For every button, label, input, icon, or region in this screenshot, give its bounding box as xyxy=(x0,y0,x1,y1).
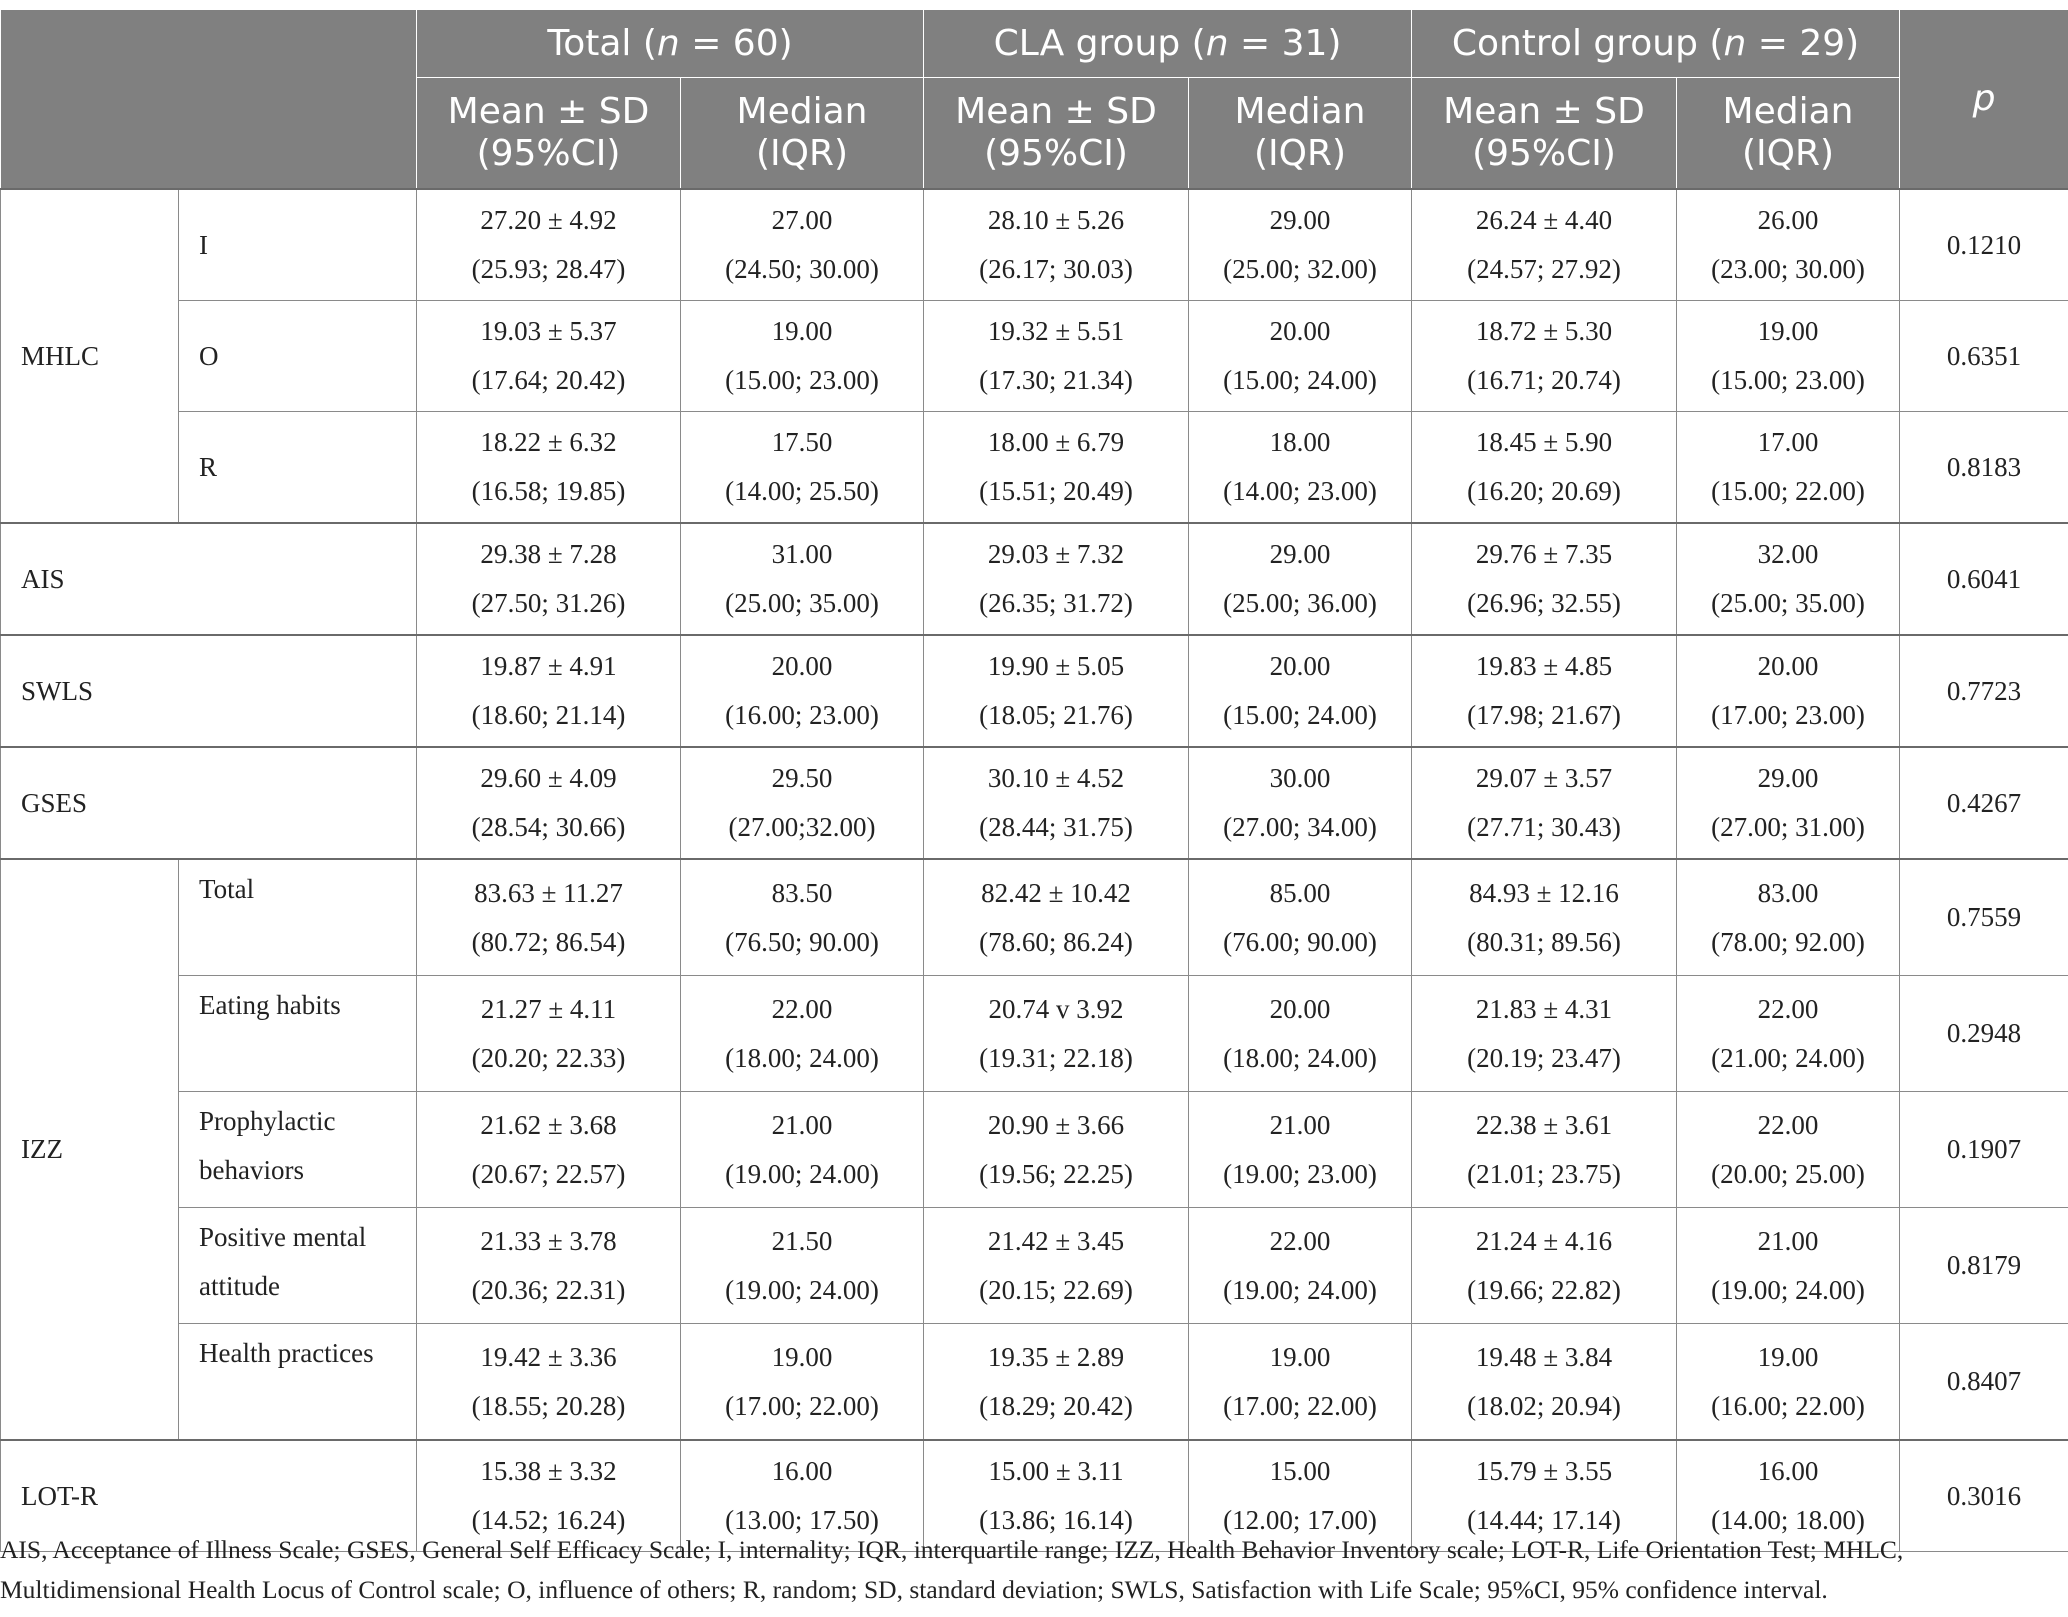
header-row-groups xyxy=(1,10,2068,78)
median-iqr-cell xyxy=(681,747,924,859)
cell-interval: (78.00; 92.00) xyxy=(1711,926,1865,957)
cell-value: 85.00 xyxy=(1269,877,1331,908)
row-group-label: LOT-R xyxy=(1,1440,417,1552)
cell-interval: (27.50; 31.26) xyxy=(471,588,626,618)
header-mean-sd: Mean ± SD (95%CI) xyxy=(1412,78,1677,190)
mean-sd-cell xyxy=(417,412,681,524)
cell-value: 20.00 xyxy=(1269,993,1331,1024)
p-value-cell: 0.6351 xyxy=(1900,301,2068,412)
row-sub-label: Health practices xyxy=(179,1324,417,1441)
cell-value: 29.60 ± 4.09 xyxy=(480,763,617,793)
median-iqr-cell xyxy=(1189,1092,1412,1208)
cell-interval: (13.00; 17.50) xyxy=(725,1505,879,1535)
cell-interval: (14.52; 16.24) xyxy=(471,1505,626,1535)
cell-value: 21.00 xyxy=(1269,1109,1331,1140)
mean-sd-cell xyxy=(417,1208,681,1324)
group-n: (n = 31) xyxy=(1191,22,1342,64)
table-row xyxy=(1,1324,2068,1441)
median-iqr-cell xyxy=(681,1324,924,1441)
p-value-cell: 0.7559 xyxy=(1900,859,2068,976)
cell-interval: (18.02; 20.94) xyxy=(1467,1390,1621,1421)
table-row xyxy=(1,412,2068,524)
cell-value: 19.87 ± 4.91 xyxy=(480,651,617,681)
mean-sd-cell xyxy=(1412,635,1677,747)
cell-value: 19.00 xyxy=(771,1341,833,1372)
row-group-label: GSES xyxy=(1,747,417,859)
cell-value: 19.32 ± 5.51 xyxy=(987,316,1125,346)
cell-value: 28.10 ± 5.26 xyxy=(987,205,1125,235)
median-iqr-cell xyxy=(681,523,924,635)
cell-interval: (20.67; 22.57) xyxy=(471,1158,626,1189)
cell-interval: (15.00; 24.00) xyxy=(1223,700,1377,730)
mean-sd-cell xyxy=(1412,301,1677,412)
cell-value: 19.00 xyxy=(1757,1341,1819,1372)
cell-interval: (14.44; 17.14) xyxy=(1467,1505,1621,1535)
cell-interval: (19.00; 23.00) xyxy=(1223,1158,1377,1189)
median-iqr-cell xyxy=(1677,635,1900,747)
cell-value: 18.22 ± 6.32 xyxy=(480,427,617,457)
median-iqr-cell xyxy=(1677,412,1900,524)
cell-value: 26.00 xyxy=(1757,205,1819,235)
header-mean-sd: Mean ± SD (95%CI) xyxy=(417,78,681,190)
p-value-cell: 0.8407 xyxy=(1900,1324,2068,1441)
median-iqr-cell xyxy=(681,635,924,747)
cell-value: 22.00 xyxy=(1757,1109,1819,1140)
cell-value: 29.00 xyxy=(1269,539,1331,569)
cell-interval: (17.64; 20.42) xyxy=(471,365,626,395)
group-n: (n = 29) xyxy=(1709,22,1860,64)
cell-value: 17.50 xyxy=(771,427,833,457)
cell-value: 27.20 ± 4.92 xyxy=(480,205,617,235)
cell-value: 21.00 xyxy=(1757,1225,1819,1256)
mean-sd-cell xyxy=(1412,1208,1677,1324)
cell-interval: (19.00; 24.00) xyxy=(725,1274,879,1305)
cell-value: 21.83 ± 4.31 xyxy=(1475,993,1613,1024)
cell-value: 19.00 xyxy=(771,316,833,346)
cell-interval: (27.00; 34.00) xyxy=(1223,812,1377,842)
mean-sd-cell xyxy=(1412,747,1677,859)
cell-interval: (14.00; 25.50) xyxy=(725,476,879,506)
median-iqr-cell xyxy=(1189,635,1412,747)
cell-value: 15.00 ± 3.11 xyxy=(988,1456,1124,1486)
p-value-cell: 0.7723 xyxy=(1900,635,2068,747)
cell-interval: (26.96; 32.55) xyxy=(1467,588,1621,618)
cell-interval: (13.86; 16.14) xyxy=(979,1505,1133,1535)
results-table xyxy=(0,9,2068,1552)
row-sub-label: Positive mental attitude xyxy=(179,1208,417,1324)
mean-sd-cell xyxy=(1412,412,1677,524)
cell-interval: (19.00; 24.00) xyxy=(1711,1274,1865,1305)
cell-interval: (15.00; 23.00) xyxy=(725,365,879,395)
mean-sd-cell xyxy=(417,189,681,301)
cell-value: 19.83 ± 4.85 xyxy=(1475,651,1613,681)
cell-interval: (16.00; 22.00) xyxy=(1711,1390,1865,1421)
median-iqr-cell xyxy=(1189,189,1412,301)
median-iqr-cell xyxy=(1189,1208,1412,1324)
cell-value: 19.03 ± 5.37 xyxy=(480,316,617,346)
table-row xyxy=(1,1092,2068,1208)
header-median-iqr: Median (IQR) xyxy=(681,78,924,190)
cell-interval: (24.50; 30.00) xyxy=(725,254,879,284)
table-footnote: AIS, Acceptance of Illness Scale; GSES, General Self Efficacy Scale; I, internality; IQR, interquartile range; IZZ, Health Behavior Inventory scale; LOT-R, Life Orientation Test; MHLC, Multidimensional Health Locus of Control scale; O, influence of others; R, random; SD, standard deviation; SWLS, Satisfaction with Life Scale; 95%CI, 95% confidence interval. xyxy=(0,1535,1904,1604)
cell-value: 82.42 ± 10.42 xyxy=(981,877,1131,908)
median-iqr-cell xyxy=(1677,189,1900,301)
mean-sd-cell xyxy=(417,1092,681,1208)
mean-sd-cell xyxy=(417,1324,681,1441)
mean-sd-cell xyxy=(924,1092,1189,1208)
mean-sd-cell xyxy=(1412,976,1677,1092)
median-iqr-cell xyxy=(681,1092,924,1208)
header-median-iqr: Median (IQR) xyxy=(1189,78,1412,190)
mean-sd-cell xyxy=(417,747,681,859)
table-row xyxy=(1,1208,2068,1324)
cell-interval: (26.17; 30.03) xyxy=(979,254,1133,284)
cell-interval: (25.00; 35.00) xyxy=(725,588,879,618)
header-group-cla: CLA group (n = 31) xyxy=(924,10,1412,78)
cell-interval: (25.00; 35.00) xyxy=(1711,588,1865,618)
cell-interval: (18.00; 24.00) xyxy=(1223,1042,1377,1073)
cell-value: 18.72 ± 5.30 xyxy=(1475,316,1613,346)
cell-value: 22.38 ± 3.61 xyxy=(1475,1109,1613,1140)
header-p: p xyxy=(1900,10,2068,190)
mean-sd-cell xyxy=(924,747,1189,859)
cell-value: 29.50 xyxy=(771,763,833,793)
cell-interval: (25.00; 36.00) xyxy=(1223,588,1377,618)
cell-value: 16.00 xyxy=(1757,1456,1819,1486)
cell-value: 29.03 ± 7.32 xyxy=(987,539,1125,569)
cell-value: 21.42 ± 3.45 xyxy=(987,1225,1125,1256)
median-iqr-cell xyxy=(1677,1092,1900,1208)
cell-value: 27.00 xyxy=(771,205,833,235)
cell-interval: (24.57; 27.92) xyxy=(1467,254,1621,284)
mean-sd-cell xyxy=(1412,859,1677,976)
cell-interval: (80.31; 89.56) xyxy=(1467,926,1621,957)
mean-sd-cell xyxy=(924,635,1189,747)
header-mean-sd: Mean ± SD (95%CI) xyxy=(924,78,1189,190)
cell-interval: (20.36; 22.31) xyxy=(471,1274,626,1305)
p-value-cell: 0.1210 xyxy=(1900,189,2068,301)
cell-interval: (17.00; 23.00) xyxy=(1711,700,1865,730)
table-row xyxy=(1,301,2068,412)
cell-value: 29.00 xyxy=(1269,205,1331,235)
mean-sd-cell xyxy=(1412,1092,1677,1208)
header-group-total: Total (n = 60) xyxy=(417,10,924,78)
median-iqr-cell xyxy=(681,976,924,1092)
cell-interval: (25.00; 32.00) xyxy=(1223,254,1377,284)
cell-value: 22.00 xyxy=(1757,993,1819,1024)
cell-interval: (76.50; 90.00) xyxy=(725,926,879,957)
mean-sd-cell xyxy=(924,412,1189,524)
row-sub-label: Eating habits xyxy=(179,976,417,1092)
header-empty-corner xyxy=(1,10,417,190)
cell-value: 32.00 xyxy=(1757,539,1819,569)
header-median-iqr: Median (IQR) xyxy=(1677,78,1900,190)
cell-interval: (20.20; 22.33) xyxy=(471,1042,626,1073)
cell-value: 29.07 ± 3.57 xyxy=(1475,763,1613,793)
row-group-label: SWLS xyxy=(1,635,417,747)
cell-value: 21.27 ± 4.11 xyxy=(480,993,617,1024)
cell-interval: (15.51; 20.49) xyxy=(979,476,1133,506)
cell-interval: (17.98; 21.67) xyxy=(1467,700,1621,730)
median-iqr-cell xyxy=(681,301,924,412)
cell-interval: (16.00; 23.00) xyxy=(725,700,879,730)
median-iqr-cell xyxy=(1189,1324,1412,1441)
cell-value: 83.50 xyxy=(771,877,833,908)
row-sub-label: I xyxy=(179,189,417,301)
cell-value: 83.00 xyxy=(1757,877,1819,908)
table-body xyxy=(1,189,2068,1552)
cell-value: 83.63 ± 11.27 xyxy=(474,877,623,908)
cell-value: 30.10 ± 4.52 xyxy=(987,763,1125,793)
mean-sd-cell xyxy=(924,189,1189,301)
row-sub-label: O xyxy=(179,301,417,412)
median-iqr-cell xyxy=(1677,1324,1900,1441)
cell-value: 21.24 ± 4.16 xyxy=(1475,1225,1613,1256)
p-value-cell: 0.8183 xyxy=(1900,412,2068,524)
cell-interval: (14.00; 23.00) xyxy=(1223,476,1377,506)
cell-interval: (12.00; 17.00) xyxy=(1223,1505,1377,1535)
cell-value: 20.90 ± 3.66 xyxy=(987,1109,1125,1140)
mean-sd-cell xyxy=(924,1324,1189,1441)
median-iqr-cell xyxy=(1677,859,1900,976)
cell-interval: (19.31; 22.18) xyxy=(979,1042,1133,1073)
mean-sd-cell xyxy=(417,301,681,412)
cell-value: 84.93 ± 12.16 xyxy=(1469,877,1619,908)
row-group-label: IZZ xyxy=(1,859,179,1440)
cell-interval: (21.00; 24.00) xyxy=(1711,1042,1865,1073)
cell-interval: (26.35; 31.72) xyxy=(979,588,1133,618)
cell-value: 19.00 xyxy=(1269,1341,1331,1372)
mean-sd-cell xyxy=(924,1208,1189,1324)
cell-interval: (16.20; 20.69) xyxy=(1467,476,1621,506)
table-row xyxy=(1,976,2068,1092)
group-n: (n = 60) xyxy=(642,22,793,64)
cell-value: 18.00 xyxy=(1269,427,1331,457)
cell-interval: (15.00; 24.00) xyxy=(1223,365,1377,395)
table-row xyxy=(1,635,2068,747)
cell-value: 19.00 xyxy=(1757,316,1819,346)
cell-value: 17.00 xyxy=(1757,427,1819,457)
cell-value: 19.35 ± 2.89 xyxy=(987,1341,1125,1372)
median-iqr-cell xyxy=(1677,976,1900,1092)
cell-interval: (23.00; 30.00) xyxy=(1711,254,1865,284)
mean-sd-cell xyxy=(417,976,681,1092)
cell-interval: (18.60; 21.14) xyxy=(471,700,626,730)
cell-value: 15.79 ± 3.55 xyxy=(1475,1456,1613,1486)
p-value-cell: 0.2948 xyxy=(1900,976,2068,1092)
cell-interval: (15.00; 23.00) xyxy=(1711,365,1865,395)
table-row xyxy=(1,523,2068,635)
mean-sd-cell xyxy=(1412,1324,1677,1441)
median-iqr-cell xyxy=(1677,1208,1900,1324)
cell-interval: (21.01; 23.75) xyxy=(1467,1158,1621,1189)
cell-value: 20.00 xyxy=(1757,651,1819,681)
median-iqr-cell xyxy=(1189,523,1412,635)
table-row xyxy=(1,189,2068,301)
mean-sd-cell xyxy=(924,859,1189,976)
mean-sd-cell xyxy=(924,976,1189,1092)
cell-interval: (19.00; 24.00) xyxy=(725,1158,879,1189)
cell-value: 29.76 ± 7.35 xyxy=(1475,539,1613,569)
mean-sd-cell xyxy=(417,523,681,635)
cell-interval: (27.71; 30.43) xyxy=(1467,812,1621,842)
mean-sd-cell xyxy=(417,859,681,976)
cell-value: 21.62 ± 3.68 xyxy=(480,1109,617,1140)
cell-value: 15.00 xyxy=(1269,1456,1331,1486)
cell-value: 20.00 xyxy=(1269,651,1331,681)
cell-interval: (17.00; 22.00) xyxy=(1223,1390,1377,1421)
median-iqr-cell xyxy=(1189,747,1412,859)
median-iqr-cell xyxy=(1189,301,1412,412)
row-sub-label: R xyxy=(179,412,417,524)
cell-value: 21.50 xyxy=(771,1225,833,1256)
cell-interval: (15.00; 22.00) xyxy=(1711,476,1865,506)
cell-interval: (18.55; 20.28) xyxy=(471,1390,626,1421)
cell-interval: (16.71; 20.74) xyxy=(1467,365,1621,395)
cell-value: 20.74 v 3.92 xyxy=(988,993,1124,1024)
cell-interval: (27.00;32.00) xyxy=(728,812,876,842)
p-value-cell: 0.6041 xyxy=(1900,523,2068,635)
row-group-label: AIS xyxy=(1,523,417,635)
cell-value: 19.42 ± 3.36 xyxy=(480,1341,617,1372)
p-value-cell: 0.3016 xyxy=(1900,1440,2068,1552)
cell-interval: (25.93; 28.47) xyxy=(471,254,626,284)
cell-interval: (16.58; 19.85) xyxy=(471,476,626,506)
p-value-cell: 0.4267 xyxy=(1900,747,2068,859)
cell-value: 29.00 xyxy=(1757,763,1819,793)
mean-sd-cell xyxy=(1412,523,1677,635)
cell-interval: (80.72; 86.54) xyxy=(471,926,626,957)
mean-sd-cell xyxy=(1412,189,1677,301)
cell-interval: (14.00; 18.00) xyxy=(1711,1505,1865,1535)
cell-value: 21.00 xyxy=(771,1109,833,1140)
cell-value: 30.00 xyxy=(1269,763,1331,793)
cell-interval: (18.29; 20.42) xyxy=(979,1390,1133,1421)
cell-interval: (18.05; 21.76) xyxy=(979,700,1133,730)
cell-value: 18.45 ± 5.90 xyxy=(1475,427,1613,457)
row-group-label: MHLC xyxy=(1,189,179,523)
cell-value: 31.00 xyxy=(771,539,833,569)
cell-value: 22.00 xyxy=(1269,1225,1331,1256)
header-group-control: Control group (n = 29) xyxy=(1412,10,1900,78)
cell-value: 22.00 xyxy=(771,993,833,1024)
mean-sd-cell xyxy=(417,635,681,747)
cell-interval: (19.56; 22.25) xyxy=(979,1158,1133,1189)
cell-interval: (28.44; 31.75) xyxy=(979,812,1133,842)
cell-interval: (27.00; 31.00) xyxy=(1711,812,1865,842)
cell-interval: (78.60; 86.24) xyxy=(979,926,1133,957)
cell-value: 19.90 ± 5.05 xyxy=(987,651,1125,681)
table-row xyxy=(1,859,2068,976)
cell-value: 20.00 xyxy=(771,651,833,681)
row-sub-label: Prophylactic behaviors xyxy=(179,1092,417,1208)
median-iqr-cell xyxy=(1189,412,1412,524)
cell-value: 16.00 xyxy=(771,1456,833,1486)
median-iqr-cell xyxy=(681,1208,924,1324)
median-iqr-cell xyxy=(1677,523,1900,635)
median-iqr-cell xyxy=(1189,976,1412,1092)
p-value-cell: 0.1907 xyxy=(1900,1092,2068,1208)
median-iqr-cell xyxy=(1189,859,1412,976)
mean-sd-cell xyxy=(924,523,1189,635)
cell-interval: (76.00; 90.00) xyxy=(1223,926,1377,957)
cell-value: 19.48 ± 3.84 xyxy=(1475,1341,1613,1372)
cell-interval: (17.00; 22.00) xyxy=(725,1390,879,1421)
cell-interval: (19.66; 22.82) xyxy=(1467,1274,1621,1305)
cell-value: 21.33 ± 3.78 xyxy=(480,1225,617,1256)
cell-value: 15.38 ± 3.32 xyxy=(480,1456,617,1486)
cell-value: 18.00 ± 6.79 xyxy=(987,427,1125,457)
cell-value: 29.38 ± 7.28 xyxy=(480,539,617,569)
cell-value: 26.24 ± 4.40 xyxy=(1475,205,1613,235)
row-sub-label: Total xyxy=(179,859,417,976)
table-row xyxy=(1,747,2068,859)
cell-interval: (20.19; 23.47) xyxy=(1467,1042,1621,1073)
cell-interval: (18.00; 24.00) xyxy=(725,1042,879,1073)
cell-interval: (20.00; 25.00) xyxy=(1711,1158,1865,1189)
cell-interval: (20.15; 22.69) xyxy=(979,1274,1133,1305)
median-iqr-cell xyxy=(681,189,924,301)
cell-interval: (19.00; 24.00) xyxy=(1223,1274,1377,1305)
p-value-cell: 0.8179 xyxy=(1900,1208,2068,1324)
median-iqr-cell xyxy=(681,859,924,976)
cell-value: 20.00 xyxy=(1269,316,1331,346)
median-iqr-cell xyxy=(681,412,924,524)
cell-interval: (28.54; 30.66) xyxy=(471,812,626,842)
median-iqr-cell xyxy=(1677,301,1900,412)
mean-sd-cell xyxy=(924,301,1189,412)
cell-interval: (17.30; 21.34) xyxy=(979,365,1133,395)
median-iqr-cell xyxy=(1677,747,1900,859)
